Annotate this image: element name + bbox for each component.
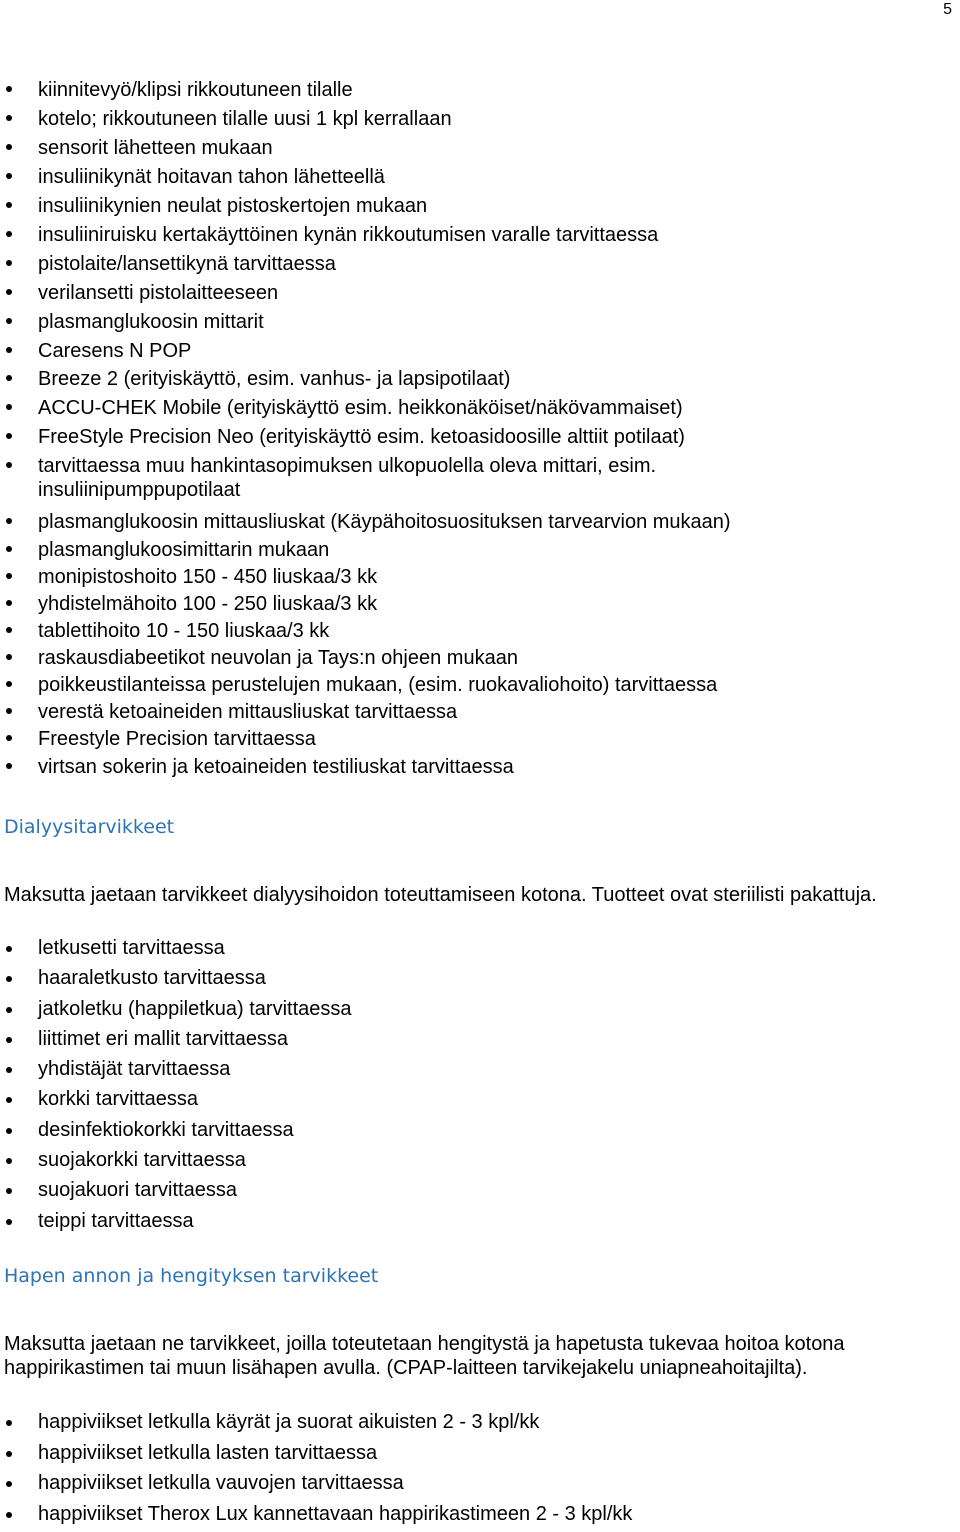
bullet-icon — [6, 144, 12, 150]
bullet-icon — [6, 976, 12, 982]
bullet-icon — [6, 347, 12, 353]
bullet-icon — [6, 763, 12, 769]
section-heading-oxygen: Hapen annon ja hengityksen tarvikkeet — [4, 1265, 378, 1287]
list-item: haaraletkusto tarvittaessa — [0, 966, 960, 996]
bullet-icon — [6, 1219, 12, 1225]
list-item: plasmanglukoosimittarin mukaan — [0, 536, 960, 563]
bullet-icon — [6, 708, 12, 714]
bullet-icon — [6, 1097, 12, 1103]
list-item: verestä ketoaineiden mittausliuskat tarvittaessa — [0, 698, 960, 725]
list-item: teippi tarvittaessa — [0, 1209, 960, 1239]
list-item: monipistoshoito 150 - 450 liuskaa/3 kk — [0, 563, 960, 590]
bullet-icon — [6, 289, 12, 295]
list-item: yhdistelmähoito 100 - 250 liuskaa/3 kk — [0, 590, 960, 617]
bullet-icon — [6, 1128, 12, 1134]
bullet-icon — [6, 681, 12, 687]
list-item: insuliiniruisku kertakäyttöinen kynän rikkoutumisen varalle tarvittaessa — [0, 221, 960, 250]
bullet-icon — [6, 1158, 12, 1164]
bullet-icon — [6, 1481, 12, 1487]
list-item: insuliinikynät hoitavan tahon lähetteellä — [0, 163, 960, 192]
dialysis-supplies-list — [0, 936, 960, 1239]
list-item: virtsan sokerin ja ketoaineiden testiliuskat tarvittaessa — [0, 753, 960, 782]
bullet-icon — [6, 1512, 12, 1518]
list-item: plasmanglukoosin mittarit — [0, 308, 960, 337]
list-item: happiviikset Therox Lux kannettavaan happirikastimeen 2 - 3 kpl/kk — [0, 1502, 960, 1532]
bullet-icon — [6, 546, 12, 552]
list-item: kotelo; rikkoutuneen tilalle uusi 1 kpl kerrallaan — [0, 105, 960, 134]
bullet-icon — [6, 1451, 12, 1457]
list-item: ACCU-CHEK Mobile (erityiskäyttö esim. heikkonäköiset/näkövammaiset) — [0, 394, 960, 423]
bullet-icon — [6, 1067, 12, 1073]
list-item: Caresens N POP — [0, 337, 960, 365]
bullet-icon — [6, 462, 12, 468]
bullet-icon — [6, 627, 12, 633]
list-item: raskausdiabeetikot neuvolan ja Tays:n ohjeen mukaan — [0, 644, 960, 671]
bullet-icon — [6, 404, 12, 410]
list-item: yhdistäjät tarvittaessa — [0, 1057, 960, 1087]
list-item: korkki tarvittaessa — [0, 1087, 960, 1117]
bullet-icon — [6, 518, 12, 524]
list-item: plasmanglukoosin mittausliuskat (Käypähoitosuosituksen tarvearvion mukaan) — [0, 508, 960, 536]
bullet-icon — [6, 231, 12, 237]
bullet-icon — [6, 173, 12, 179]
diabetes-supplies-list — [0, 76, 960, 782]
oxygen-supplies-list — [0, 1410, 960, 1532]
bullet-icon — [6, 654, 12, 660]
list-item: desinfektiokorkki tarvittaessa — [0, 1118, 960, 1148]
list-item: insuliinikynien neulat pistoskertojen mukaan — [0, 192, 960, 221]
list-item: Breeze 2 (erityiskäyttö, esim. vanhus- ja lapsipotilaat) — [0, 365, 960, 394]
bullet-icon — [6, 600, 12, 606]
bullet-icon — [6, 433, 12, 439]
section-heading-dialysis: Dialyysitarvikkeet — [4, 816, 174, 838]
bullet-icon — [6, 1007, 12, 1013]
list-item: jatkoletku (happiletkua) tarvittaessa — [0, 997, 960, 1027]
list-item: pistolaite/lansettikynä tarvittaessa — [0, 250, 960, 279]
oxygen-intro: Maksutta jaetaan ne tarvikkeet, joilla toteutetaan hengitystä ja hapetusta tukevaa hoitoa kotona happirikastimen tai muun lisähapen avulla. (CPAP-laitteen tarvikejakelu uniapneahoitajilta). — [4, 1332, 904, 1380]
bullet-icon — [6, 735, 12, 741]
dialysis-intro: Maksutta jaetaan tarvikkeet dialyysihoidon toteuttamiseen kotona. Tuotteet ovat steriilisti pakattuja. — [4, 883, 904, 907]
bullet-icon — [6, 260, 12, 266]
list-item: happiviikset letkulla vauvojen tarvittaessa — [0, 1471, 960, 1502]
page-number: 5 — [943, 0, 952, 20]
list-item: suojakuori tarvittaessa — [0, 1178, 960, 1208]
bullet-icon — [6, 86, 12, 92]
list-item: tablettihoito 10 - 150 liuskaa/3 kk — [0, 617, 960, 644]
list-item: sensorit lähetteen mukaan — [0, 134, 960, 163]
bullet-icon — [6, 1188, 12, 1194]
list-item: verilansetti pistolaitteeseen — [0, 279, 960, 308]
list-item: liittimet eri mallit tarvittaessa — [0, 1027, 960, 1057]
bullet-icon — [6, 318, 12, 324]
list-item: poikkeustilanteissa perustelujen mukaan, (esim. ruokavaliohoito) tarvittaessa — [0, 671, 960, 698]
bullet-icon — [6, 1037, 12, 1043]
document-body — [0, 76, 960, 782]
bullet-icon — [6, 946, 12, 952]
list-item: happiviikset letkulla lasten tarvittaessa — [0, 1441, 960, 1472]
bullet-icon — [6, 1420, 12, 1426]
bullet-icon — [6, 573, 12, 579]
list-item: suojakorkki tarvittaessa — [0, 1148, 960, 1178]
list-item: kiinnitevyö/klipsi rikkoutuneen tilalle — [0, 76, 960, 105]
list-item: Freestyle Precision tarvittaessa — [0, 725, 960, 753]
list-item: tarvittaessa muu hankintasopimuksen ulkopuolella oleva mittari, esim. insuliinipumppupotilaat — [0, 452, 960, 508]
bullet-icon — [6, 115, 12, 121]
bullet-icon — [6, 202, 12, 208]
list-item: letkusetti tarvittaessa — [0, 936, 960, 966]
bullet-icon — [6, 375, 12, 381]
list-item: happiviikset letkulla käyrät ja suorat aikuisten 2 - 3 kpl/kk — [0, 1410, 960, 1441]
list-item: FreeStyle Precision Neo (erityiskäyttö esim. ketoasidoosille alttiit potilaat) — [0, 423, 960, 452]
